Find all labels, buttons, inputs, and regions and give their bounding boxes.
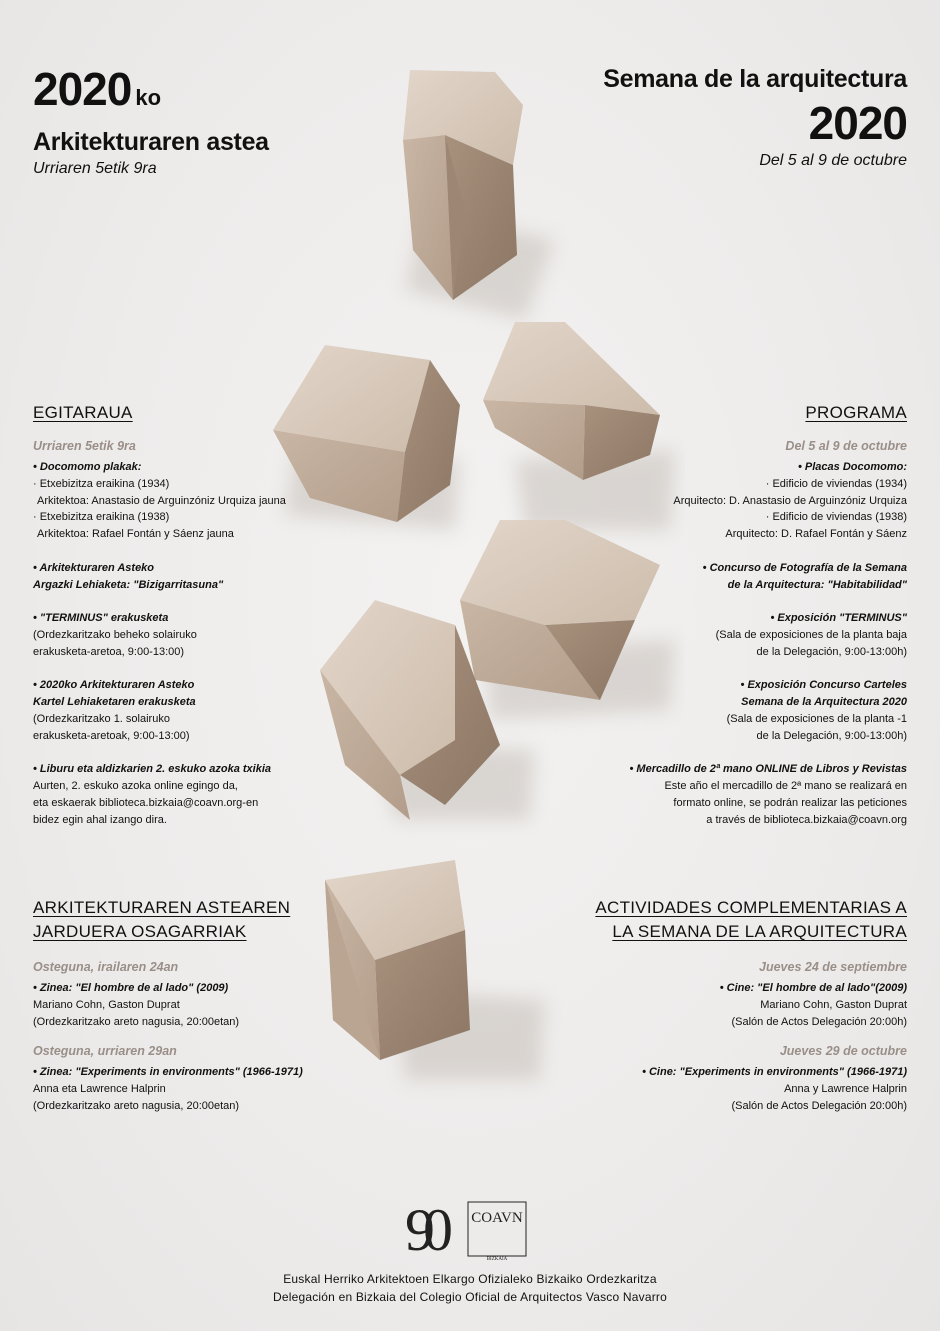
item-line: a través de biblioteca.bizkaia@coavn.org bbox=[706, 813, 907, 826]
item-title: • Concurso de Fotografía de la Semana de la Arquitectura: "Habitabilidad" bbox=[702, 561, 907, 591]
program-eu-heading: EGITARAUA bbox=[33, 403, 133, 422]
list-item bbox=[33, 677, 333, 744]
list-item bbox=[567, 980, 907, 1030]
year-text: 2020 bbox=[33, 63, 132, 115]
item-line: de la Delegación, 9:00-13:00h) bbox=[756, 729, 907, 742]
list-item bbox=[33, 761, 333, 828]
item-line: Mariano Cohn, Gaston Duprat bbox=[33, 998, 180, 1011]
header-right bbox=[603, 64, 907, 170]
header-right-dates: Del 5 al 9 de octubre bbox=[759, 152, 907, 169]
item-line: (Salón de Actos Delegación 20:00h) bbox=[731, 1015, 907, 1028]
item-line: (Sala de exposiciones de la planta baja bbox=[715, 628, 907, 641]
logo-region: BIZKAIA bbox=[486, 1257, 508, 1262]
item-line: (Ordezkaritzako 1. solairuko bbox=[33, 712, 170, 725]
header-right-title: Semana de la arquitectura bbox=[603, 65, 907, 93]
item-line: (Ordezkaritzako areto nagusia, 20:00etan) bbox=[33, 1015, 240, 1028]
complementary-eu-heading: ARKITEKTURAREN ASTEAREN JARDUERA OSAGARRIAK bbox=[33, 898, 291, 941]
item-title: • Placas Docomomo: bbox=[798, 461, 907, 473]
program-es-date: Del 5 al 9 de octubre bbox=[785, 439, 907, 453]
item-title: • Mercadillo de 2ª mano ONLINE de Libros y Revistas bbox=[629, 763, 907, 776]
list-item bbox=[587, 459, 907, 543]
item-title: • 2020ko Arkitekturaren Asteko Kartel Lehiaketaren erakusketa bbox=[33, 679, 196, 709]
year-suffix: ko bbox=[135, 85, 162, 110]
complementary-es-section bbox=[567, 896, 907, 1115]
program-eu-section bbox=[33, 401, 333, 829]
footer bbox=[0, 1270, 940, 1306]
item-line: Anna y Lawrence Halprin bbox=[784, 1083, 907, 1096]
item-line: Aurten, 2. eskuko azoka online egingo da, bbox=[33, 780, 238, 793]
list-item bbox=[33, 459, 333, 543]
list-item bbox=[567, 1064, 907, 1114]
item-title: • "TERMINUS" erakusketa bbox=[33, 612, 169, 625]
item-title: • Liburu eta aldizkarien 2. eskuko azoka txikia bbox=[33, 763, 271, 776]
item-line: · Etxebizitza eraikina (1938) bbox=[33, 511, 170, 524]
footer-line-es: Delegación en Bizkaia del Colegio Oficial de Arquitectos Vasco Navarro bbox=[273, 1290, 667, 1304]
item-line: Este año el mercadillo de 2ª mano se realizará en bbox=[664, 780, 907, 793]
program-eu-date: Urriaren 5etik 9ra bbox=[33, 439, 136, 453]
item-line: · Etxebizitza eraikina (1934) bbox=[33, 477, 170, 490]
logo-name: COAVN bbox=[471, 1210, 523, 1226]
item-title: • Docomomo plakak: bbox=[33, 461, 142, 473]
item-line: eta eskaerak biblioteca.bizkaia@coavn.org-en bbox=[33, 796, 259, 809]
item-line: de la Delegación, 9:00-13:00h) bbox=[756, 645, 907, 658]
item-title: • Zinea: "Experiments in environments" (1966-1971) bbox=[33, 1066, 303, 1079]
item-line: erakusketa-aretoa, 9:00-13:00) bbox=[33, 645, 185, 658]
item-line: (Ordezkaritzako areto nagusia, 20:00etan) bbox=[33, 1099, 240, 1112]
event-date: Osteguna, urriaren 29an bbox=[33, 1044, 177, 1059]
program-es-list bbox=[587, 459, 907, 829]
item-line: (Sala de exposiciones de la planta -1 bbox=[726, 712, 907, 725]
item-title: • Zinea: "El hombre de al lado" (2009) bbox=[33, 982, 229, 994]
item-title: • Cine: "Experiments in environments" (1966-1971) bbox=[642, 1066, 907, 1079]
item-line: Arquitecto: D. Anastasio de Arguinzóniz Urquiza bbox=[673, 494, 907, 507]
wooden-block-6 bbox=[325, 860, 545, 1080]
item-line: Mariano Cohn, Gaston Duprat bbox=[760, 998, 907, 1011]
event-date: Osteguna, irailaren 24an bbox=[33, 960, 179, 974]
item-title: • Exposición Concurso Carteles Semana de la Arquitectura 2020 bbox=[740, 679, 907, 709]
program-es-section bbox=[587, 401, 907, 829]
item-line: Arquitecto: D. Rafael Fontán y Sáenz bbox=[725, 528, 907, 541]
list-item bbox=[33, 980, 333, 1030]
complementary-es-heading: ACTIVIDADES COMPLEMENTARIAS A LA SEMANA DE LA ARQUITECTURA bbox=[595, 898, 907, 941]
list-item bbox=[587, 761, 907, 828]
coavn-logo bbox=[405, 1198, 530, 1262]
item-title: • Arkitekturaren Asteko Argazki Lehiaketa: "Bizigarritasuna" bbox=[33, 561, 224, 591]
item-line: (Ordezkaritzako beheko solairuko bbox=[33, 628, 197, 641]
wooden-block-1 bbox=[403, 70, 555, 320]
list-item bbox=[587, 610, 907, 660]
item-line: Arkitektoa: Anastasio de Arguinzóniz Urquiza jauna bbox=[37, 494, 286, 507]
item-title: • Cine: "El hombre de al lado"(2009) bbox=[719, 982, 907, 994]
logo-mark: 90 bbox=[405, 1198, 441, 1262]
item-line: · Edificio de viviendas (1938) bbox=[765, 511, 907, 524]
item-line: Arkitektoa: Rafael Fontán y Sáenz jauna bbox=[37, 528, 234, 541]
item-line: · Edificio de viviendas (1934) bbox=[765, 477, 907, 490]
list-item bbox=[33, 610, 333, 660]
list-item bbox=[33, 560, 333, 594]
header-right-year: 2020 bbox=[808, 97, 907, 149]
program-es-heading: PROGRAMA bbox=[805, 403, 907, 422]
list-item bbox=[587, 560, 907, 594]
item-line: erakusketa-aretoak, 9:00-13:00) bbox=[33, 729, 190, 742]
event-date: Jueves 24 de septiembre bbox=[759, 960, 907, 974]
item-line: bidez egin ahal izango dira. bbox=[33, 813, 167, 826]
program-eu-list bbox=[33, 459, 333, 829]
item-title: • Exposición "TERMINUS" bbox=[770, 612, 907, 625]
item-line: formato online, se podrán realizar las peticiones bbox=[673, 796, 907, 809]
event-date: Jueves 29 de octubre bbox=[779, 1044, 907, 1059]
list-item bbox=[33, 1064, 333, 1114]
complementary-eu-section bbox=[33, 896, 333, 1115]
item-line: (Salón de Actos Delegación 20:00h) bbox=[731, 1099, 907, 1112]
list-item bbox=[587, 677, 907, 744]
header-left-dates: Urriaren 5etik 9ra bbox=[33, 160, 157, 177]
header-left-title: Arkitekturaren astea bbox=[33, 128, 269, 156]
item-line: Anna eta Lawrence Halprin bbox=[33, 1083, 166, 1096]
footer-line-eu: Euskal Herriko Arkitektoen Elkargo Ofizialeko Bizkaiko Ordezkaritza bbox=[283, 1272, 657, 1286]
header-left-year bbox=[33, 63, 269, 121]
header-left bbox=[33, 63, 269, 178]
